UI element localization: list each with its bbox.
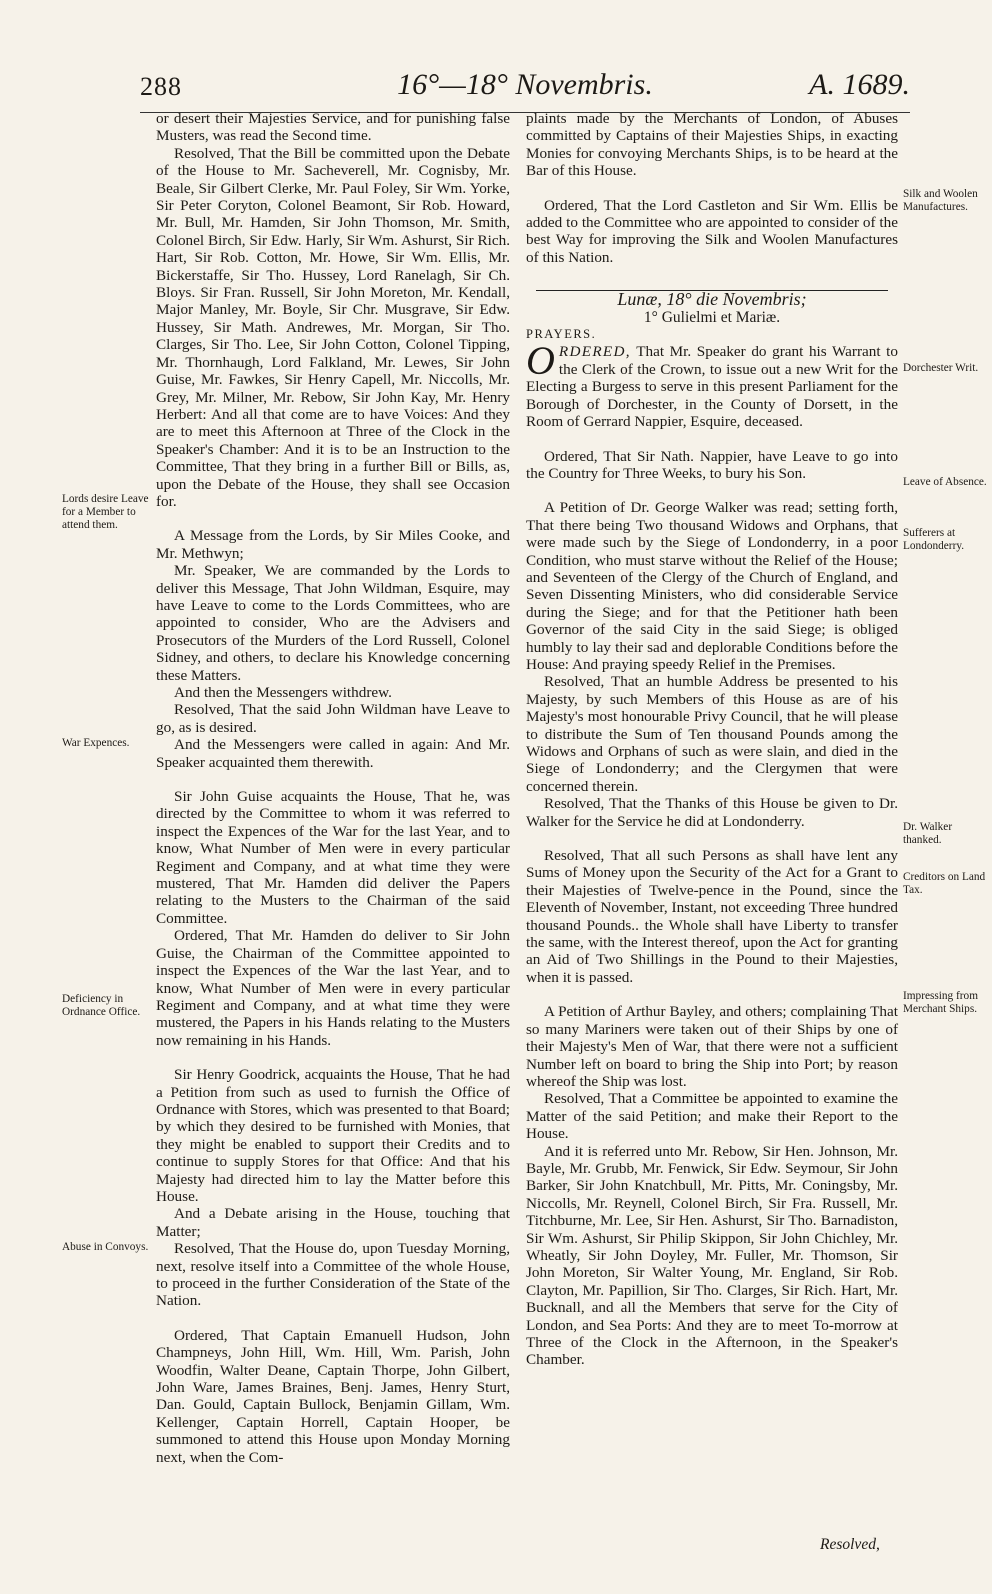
side-note-creditors: Creditors on Land Tax. xyxy=(903,871,986,896)
catchword: Resolved, xyxy=(820,1536,880,1553)
paragraph: Resolved, That an humble Address be presented to his Majesty, by such Members of this House as are of his Majesty's most honourable Privy Council, that he will please to distribute the Sum of Ten thousand Pounds among the Widows and Orphans of such as were slain, and died in the Siege of Londonderry; and the Clergymen that were concerned therein. xyxy=(526,673,898,795)
paragraph: Sir John Guise acquaints the House, That he, was directed by the Committee to whom it was referred to inspect the Expences of the War for the last Year, and to know, What Number of Men were in every particular Regiment and Company, and at what time they were mustered, That Mr. Hamden did deliver the Papers relating to the Musters to the Chairman of the said Committee. xyxy=(156,788,510,927)
paragraph: And a Debate arising in the House, touching that Matter; xyxy=(156,1205,510,1240)
drop-cap: O xyxy=(526,338,555,384)
left-column xyxy=(156,110,510,1466)
paragraph: Resolved, That the Bill be committed upon the Debate of the House to Mr. Sacheverell, Mr. Cognisby, Mr. Beale, Sir Gilbert Clerke, Mr. Paul Foley, Sir Wm. Yorke, Sir Peter Coryton, Colonel Beamont, Sir Rob. Howard, Mr. Bull, Mr. Hamden, Sir John Thomson, Mr. Smith, Colonel Birch, Sir Edw. Harly, Sir Wm. Ashurst, Sir Rich. Hart, Sir Rob. Cotton, Mr. Howe, Sir Wm. Ellis, Mr. Bickerstaffe, Sir Tho. Hussey, Lord Ranelagh, Sir Ch. Bloys. Sir Fran. Russell, Sir John Moreton, Mr. Kendall, Major Manley, Mr. Boyle, Sir Chr. Musgrave, Sir Edw. Hussey, Sir Math. Andrewes, Mr. Morgan, Sir Tho. Clarges, Sir Tho. Lee, Sir John Cotton, Colonel Tipping, Mr. Thornhaugh, Lord Falkland, Mr. Lewes, Sir John Guise, Mr. Fawkes, Sir Henry Capell, Mr. Niccolls, Mr. Grey, Mr. Milner, Mr. Rebow, Sir John Kay, Mr. Henry Herbert: And all that come are to have Voices: And they are to meet this Afternoon at Three of the Clock in the Speaker's Chamber: And it is to be an Instruction to the Committee, That they bring in a further Bill or Bills, as, upon the Debate of the House, they shall see Occasion for. xyxy=(156,144,510,510)
paragraph: Ordered, That Sir Nath. Nappier, have Leave to go into the Country for Three Weeks, to bury his Son. xyxy=(526,447,898,482)
paragraph: Resolved, That a Committee be appointed to examine the Matter of the said Petition; and make their Report to the House. xyxy=(526,1090,898,1143)
side-note-silk-woolen: Silk and Woolen Manufactures. xyxy=(903,188,978,213)
paragraph: Resolved, That the said John Wildman have Leave to go, as is desired. xyxy=(156,701,510,736)
paragraph: And it is referred unto Mr. Rebow, Sir Hen. Johnson, Mr. Bayle, Mr. Grubb, Mr. Fenwick, Sir Edw. Seymour, Sir John Barker, Sir John Knatchbull, Mr. Pitts, Mr. Coningsby, Mr. Niccolls, Mr. Reynell, Colonel Birch, Sir Fra. Russell, Mr. Titchburne, Mr. Lee, Sir Hen. Ashurst, Sir Tho. Barnadiston, Sir Wm. Ashurst, Sir Philip Skippon, Sir John Chichley, Mr. Wheatly, Sir John Doyley, Mr. Fuller, Mr. Thomson, Sir John Moreton, Sir Walter Young, Mr. England, Sir Rob. Clayton, Mr. Papillion, Sir Tho. Clarges, Sir Rich. Hart, Mr. Bucknall, and all the Members that serve for the City of London, and Sea Ports: And they are to meet To-morrow at Three of the Clock in the Afternoon, in the Speaker's Chamber. xyxy=(526,1142,898,1369)
paragraph: A Message from the Lords, by Sir Miles Cooke, and Mr. Methwyn; xyxy=(156,527,510,562)
side-note-war-expences: War Expences. xyxy=(62,737,130,749)
day-heading: Lunæ, 18° die Novembris; xyxy=(617,289,807,310)
paragraph: or desert their Majesties Service, and for punishing false Musters, was read the Second time. xyxy=(156,110,510,145)
paragraph: A Petition of Dr. George Walker was read; setting forth, That there being Two thousand Widows and Orphans, that were made such by the Siege of Londonderry, in a poor Condition, who must starve without the Relief of the House; and Seventeen of the Clergy of the Church of England, and Seven Dissenting Ministers, who did considerable Service during the Siege; and for that the Petitioner hath been Governor of the said City in the said Siege; is obliged humbly to lay their sad and deplorable Conditions before the House: And praying speedy Relief in the Premises. xyxy=(526,499,898,673)
side-note-impressing: Impressing from Merchant Ships. xyxy=(903,990,978,1015)
session-heading: 1° Gulielmi et Mariæ. xyxy=(643,308,781,326)
running-title: 16°—18° Novembris. xyxy=(397,68,653,101)
paragraph: And then the Messengers withdrew. xyxy=(174,684,392,701)
year-mark: A. 1689. xyxy=(809,68,910,101)
paragraph: Ordered, That the Lord Castleton and Sir Wm. Ellis be added to the Committee who are appointed to consider of the best Way for improving the Silk and Woolen Manufactures of this Nation. xyxy=(526,196,898,266)
page-header xyxy=(140,68,910,112)
paragraph: Resolved, That the Thanks of this House be given to Dr. Walker for the Service he did at Londonderry. xyxy=(526,795,898,830)
paragraph: Resolved, That all such Persons as shall have lent any Sums of Money upon the Security of the Act for a Grant to their Majesties of Twelve-pence in the Pound, since the Eleventh of November, Instant, not exceeding Three hundred thousand Pounds.. the Whole shall have Liberty to transfer the same, with the Interest thereof, upon the Act for granting an Aid of Two Shillings in the Pound to their Majesties, when it is passed. xyxy=(526,847,898,986)
paragraph: A Petition of Arthur Bayley, and others; complaining That so many Mariners were taken out of their Ships by one of their Majesty's Men of War, that there were not a sufficient Number left on board to bring the Ship into Port; by reason whereof the Ship was lost. xyxy=(526,1003,898,1090)
page-number: 288 xyxy=(140,72,182,101)
paragraph: Sir Henry Goodrick, acquaints the House, That he had a Petition from such as used to furnish the Office of Ordnance with Stores, which was presented to that Board; by which they desired to be furnished with Monies, that they might be enabled to support their Credits and to continue to supply Stores for that Office: And that his Majesty had directed him to lay the Matter before this House. xyxy=(156,1066,510,1205)
paragraph: Resolved, That the House do, upon Tuesday Morning, next, resolve itself into a Committee of the whole House, to proceed in the further Consideration of the State of the Nation. xyxy=(156,1240,510,1310)
prayers-label: PRAYERS. xyxy=(526,327,597,342)
side-note-dorchester: Dorchester Writ. xyxy=(903,362,979,374)
paragraph: Mr. Speaker, We are commanded by the Lords to deliver this Message, That John Wildman, Esquire, may have Leave to come to the Lords Committees, who are appointed to consider, Who are the Advisers and Prosecutors of the Murders of the Lord Russell, Colonel Sidney, and others, to declare his Knowledge concerning these Matters. xyxy=(156,562,510,684)
right-column xyxy=(526,110,898,1369)
side-note-leave-absence: Leave of Absence. xyxy=(903,476,987,488)
side-note-lords-desire: Lords desire Leave for a Member to attend them. xyxy=(62,493,149,531)
paragraph: Ordered, That Mr. Hamden do deliver to Sir John Guise, the Chairman of the Committee appointed to inspect the Expences of the War the last Year, and to know, What Number of Men were in every particular Regiment and Company, and at what time they were mustered, the Papers in his Hands relating to the Musters now remaining in his Hands. xyxy=(156,927,510,1049)
paragraph-ordered xyxy=(526,338,898,431)
side-note-abuse-convoys: Abuse in Convoys. xyxy=(62,1241,149,1253)
paragraph: Ordered, That Captain Emanuell Hudson, John Champneys, John Hill, Wm. Hill, Wm. Parish, John Woodfin, Walter Deane, Captain Thorpe, John Gilbert, John Ware, James Braines, Benj. James, Henry Sturt, Dan. Gould, Captain Bullock, Benjamin Gillam, Wm. Kellenger, Captain Horrell, Captain Hooper, be summoned to attend this House upon Monday Morning next, when the Com- xyxy=(156,1326,510,1466)
side-note-sufferers: Sufferers at Londonderry. xyxy=(903,527,965,552)
side-note-deficiency: Deficiency in Ordnance Office. xyxy=(62,993,141,1018)
paragraph: plaints made by the Merchants of London, of Abuses committed by Captains of their Majesties Ships, in exacting Monies for convoying Merchants Ships, is to be heard at the Bar of this House. xyxy=(526,110,898,180)
paragraph: And the Messengers were called in again: And Mr. Speaker acquainted them therewith. xyxy=(156,736,510,771)
ordered-text: That Mr. Speaker do grant his Warrant to the Clerk of the Crown, to issue out a new Writ for the Electing a Burgess to serve in this present Parliament for the Borough of Dorchester, in the County of Dorsett, in the Room of Gerrard Nappier, Esquire, deceased. xyxy=(526,343,898,431)
ordered-word: RDERED, xyxy=(558,343,631,361)
side-note-walker-thanked: Dr. Walker thanked. xyxy=(903,821,953,846)
